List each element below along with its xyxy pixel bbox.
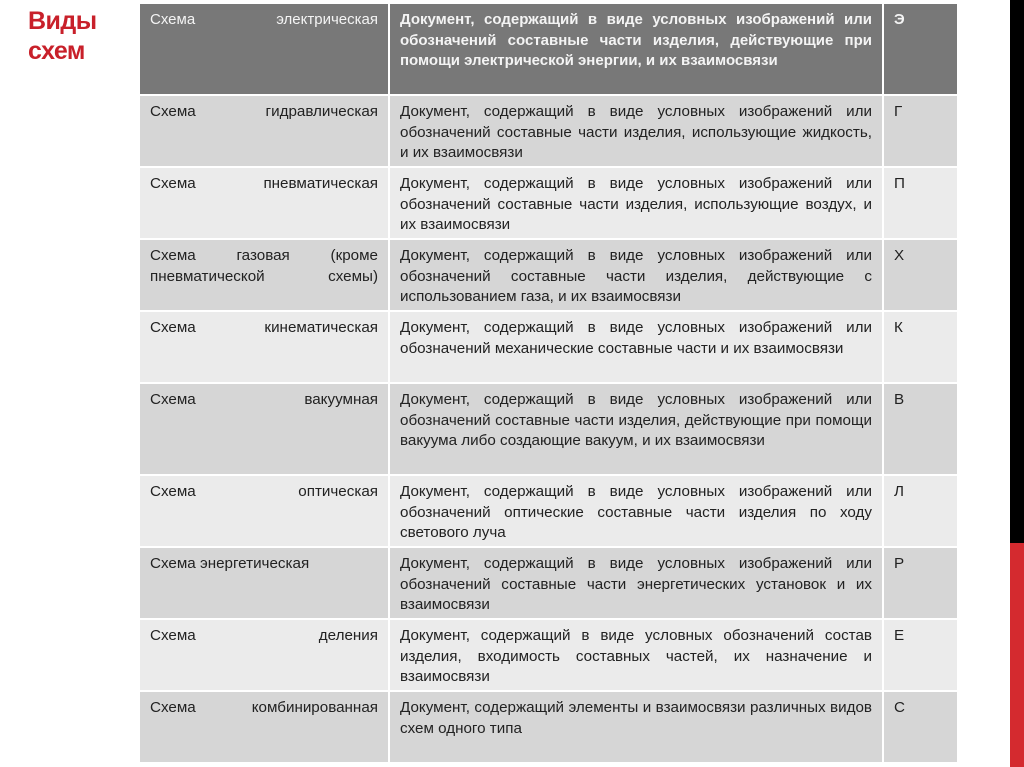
- scheme-description-cell: Документ, содержащий в виде условных обозначений состав изделия, входимость составных частей, их назначение и взаимосвязи: [390, 620, 884, 692]
- scheme-code-cell: Р: [884, 548, 957, 620]
- table-row: [140, 384, 957, 476]
- scheme-code-cell: Х: [884, 240, 957, 312]
- scheme-name-cell: Схема газовая (кроме пневматической схемы): [140, 240, 390, 312]
- table-row: [140, 96, 957, 168]
- scheme-description-cell: Документ, содержащий в виде условных изображений или обозначений составные части изделия, использующие воздух, и их взаимосвязи: [390, 168, 884, 240]
- table-row: [140, 476, 957, 548]
- scheme-description-cell: Документ, содержащий в виде условных изображений или обозначений составные части изделия, действующие с использованием газа, и их взаимосвязи: [390, 240, 884, 312]
- scheme-name-cell: Схема кинематическая: [140, 312, 390, 384]
- scheme-code-cell: В: [884, 384, 957, 476]
- scheme-code-cell: П: [884, 168, 957, 240]
- scheme-code-cell: С: [884, 692, 957, 764]
- slide-title-line1: Виды: [28, 7, 97, 35]
- scheme-name-cell: Схема комбинированная: [140, 692, 390, 764]
- decorative-red-accent: [1010, 543, 1024, 767]
- scheme-name-cell: Схема энергетическая: [140, 548, 390, 620]
- scheme-description-cell: Документ, содержащий в виде условных изображений или обозначений составные части изделия, использующие жидкость, и их взаимосвязи: [390, 96, 884, 168]
- scheme-code-cell: Э: [884, 4, 957, 96]
- table-row: [140, 692, 957, 764]
- scheme-types-table: [140, 4, 957, 764]
- table-row: [140, 312, 957, 384]
- scheme-name-cell: Схема оптическая: [140, 476, 390, 548]
- decorative-side-bar: [1010, 0, 1024, 767]
- slide-title-line2: схем: [28, 37, 85, 65]
- scheme-code-cell: Г: [884, 96, 957, 168]
- scheme-code-cell: К: [884, 312, 957, 384]
- scheme-description-cell: Документ, содержащий в виде условных изображений или обозначений составные части изделия, действующие при помощи вакуума либо создающие вакуум, и их взаимосвязи: [390, 384, 884, 476]
- scheme-name-cell: Схема деления: [140, 620, 390, 692]
- scheme-name-cell: Схема вакуумная: [140, 384, 390, 476]
- scheme-description-cell: Документ, содержащий элементы и взаимосвязи различных видов схем одного типа: [390, 692, 884, 764]
- scheme-description-cell: Документ, содержащий в виде условных изображений или обозначений оптические составные части изделия по ходу светового луча: [390, 476, 884, 548]
- table-row: [140, 4, 957, 96]
- scheme-description-cell: Документ, содержащий в виде условных изображений или обозначений составные части энергетических установок и их взаимосвязи: [390, 548, 884, 620]
- scheme-code-cell: Е: [884, 620, 957, 692]
- table-row: [140, 548, 957, 620]
- scheme-name-cell: Схема гидравлическая: [140, 96, 390, 168]
- scheme-description-cell: Документ, содержащий в виде условных изображений или обозначений механические составные части и их взаимосвязи: [390, 312, 884, 384]
- table-row: [140, 240, 957, 312]
- table-row: [140, 168, 957, 240]
- scheme-description-cell: Документ, содержащий в виде условных изображений или обозначений составные части изделия, действующие при помощи электрической энергии, и их взаимосвязи: [390, 4, 884, 96]
- scheme-code-cell: Л: [884, 476, 957, 548]
- scheme-name-cell: Схема пневматическая: [140, 168, 390, 240]
- slide-title: [28, 6, 97, 66]
- scheme-name-cell: Схема электрическая: [140, 4, 390, 96]
- table-row: [140, 620, 957, 692]
